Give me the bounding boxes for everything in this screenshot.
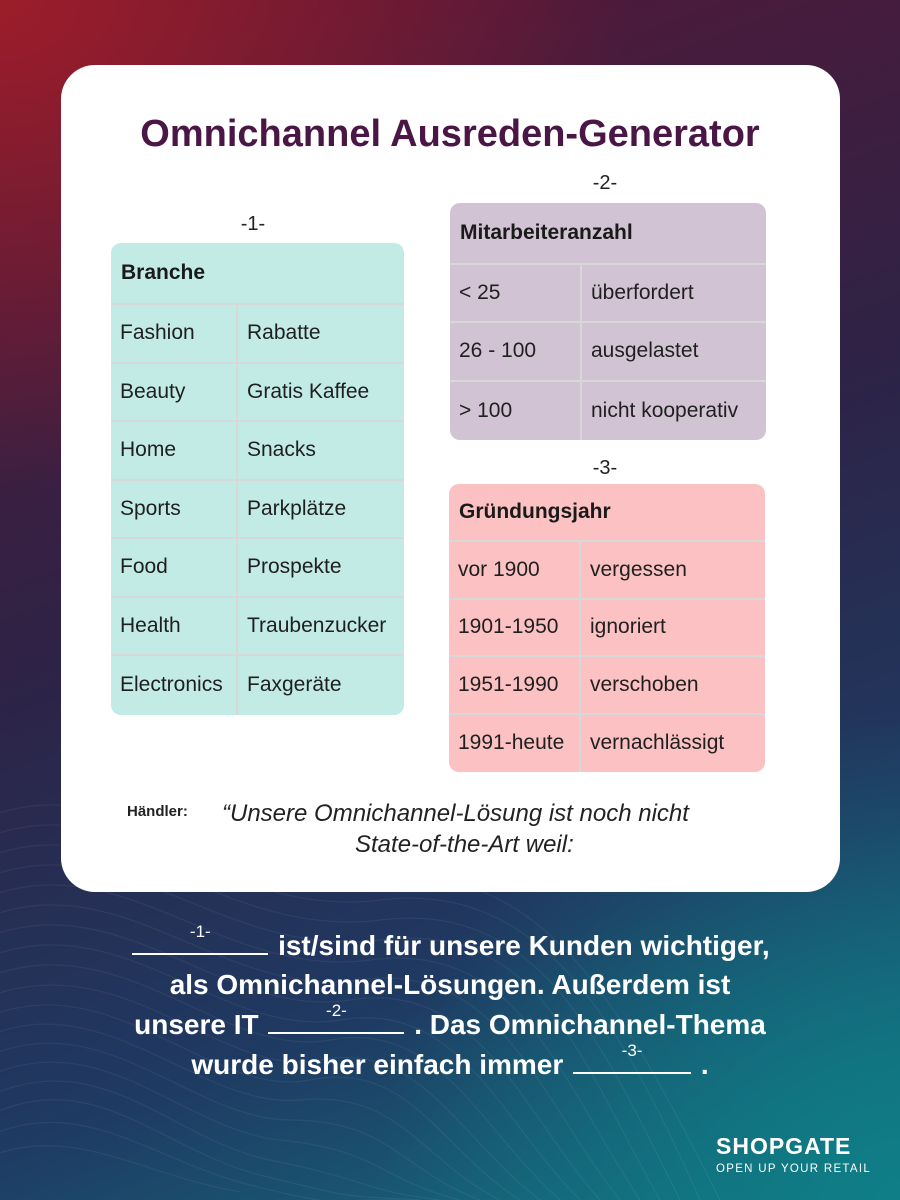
table-cell-category: Health: [111, 598, 238, 655]
table-cell-category: 1991-heute: [449, 715, 581, 773]
sentence-part-6: .: [693, 1049, 709, 1080]
table-row: [449, 542, 765, 600]
table1-label: -1-: [240, 213, 266, 235]
table-cell-excuse: Parkplätze: [247, 496, 347, 520]
table-cell-excuse: überfordert: [591, 281, 694, 305]
sentence-part-3: unsere IT: [134, 1009, 267, 1040]
page-title: Omnichannel Ausreden-Generator: [140, 113, 760, 155]
table-row: [111, 305, 404, 364]
blank-2-label: -2-: [326, 1001, 347, 1020]
table-row: [111, 656, 404, 715]
table-row: [111, 539, 404, 598]
table-cell-excuse: ausgelastet: [591, 339, 699, 363]
table-cell-excuse: nicht kooperativ: [591, 398, 739, 422]
blank-1: [132, 922, 268, 955]
mitarbeiteranzahl-table-header: Mitarbeiteranzahl: [450, 203, 766, 265]
table-cell-category: Food: [111, 539, 238, 596]
fill-in-sentence: [60, 922, 840, 1084]
table-cell-excuse: ignoriert: [590, 615, 666, 639]
table-cell-category: Sports: [111, 481, 238, 538]
table-cell-category: 26 - 100: [450, 323, 582, 379]
table3-label: -3-: [592, 457, 618, 479]
table-row: [449, 715, 765, 773]
table-row: [450, 382, 766, 440]
quote-line-1: “Unsere Omnichannel-Lösung ist noch nicht: [222, 800, 689, 827]
table-cell-category: Beauty: [111, 364, 238, 421]
table-row: [450, 323, 766, 381]
quote-line-2: State-of-the-Art weil:: [355, 831, 574, 858]
sentence-part-1: ist/sind für unsere Kunden wichtiger,: [270, 930, 770, 961]
mitarbeiteranzahl-table: [450, 203, 766, 440]
blank-1-label: -1-: [189, 922, 211, 941]
blank-2: [268, 1001, 404, 1034]
table-cell-category: Electronics: [111, 656, 238, 715]
table-row: [111, 481, 404, 540]
table-cell-category: 1951-1990: [449, 657, 581, 713]
blank-3: [573, 1041, 691, 1074]
table-cell-excuse: Snacks: [247, 438, 316, 462]
gruendungsjahr-table: [449, 484, 765, 772]
table-cell-category: 1901-1950: [449, 600, 581, 656]
sentence-part-2: als Omnichannel-Lösungen. Außerdem ist: [169, 969, 731, 1000]
table-cell-excuse: verschoben: [590, 672, 699, 696]
table-cell-excuse: Traubenzucker: [247, 613, 387, 637]
table-cell-excuse: Prospekte: [247, 555, 342, 579]
table-cell-category: Home: [111, 422, 238, 479]
branche-table: [111, 243, 404, 715]
table-cell-category: Fashion: [111, 305, 238, 362]
table-row: [111, 364, 404, 423]
table2-label: -2-: [592, 172, 618, 194]
speaker-label: Händler:: [127, 803, 188, 820]
sentence-part-4: . Das Omnichannel-Thema: [406, 1009, 766, 1040]
table-row: [111, 598, 404, 657]
table-cell-excuse: Rabatte: [247, 321, 321, 345]
table-cell-category: > 100: [450, 382, 582, 440]
table-cell-excuse: vergessen: [590, 557, 687, 581]
table-row: [450, 265, 766, 323]
table-row: [111, 422, 404, 481]
branche-table-header: Branche: [111, 243, 404, 305]
shopgate-logo: SHOPGATE: [716, 1133, 852, 1159]
table-row: [449, 657, 765, 715]
gruendungsjahr-table-header: Gründungsjahr: [449, 484, 765, 542]
quote-text: [222, 798, 762, 860]
table-cell-category: < 25: [450, 265, 582, 321]
table-cell-excuse: Gratis Kaffee: [247, 379, 370, 403]
table-cell-category: vor 1900: [449, 542, 581, 598]
blank-3-label: -3-: [621, 1041, 643, 1060]
sentence-part-5: wurde bisher einfach immer: [191, 1049, 572, 1080]
table-cell-excuse: vernachlässigt: [590, 731, 725, 755]
brand-tagline: OPEN UP YOUR RETAIL: [716, 1163, 872, 1175]
table-row: [449, 600, 765, 658]
table-cell-excuse: Faxgeräte: [247, 673, 342, 697]
